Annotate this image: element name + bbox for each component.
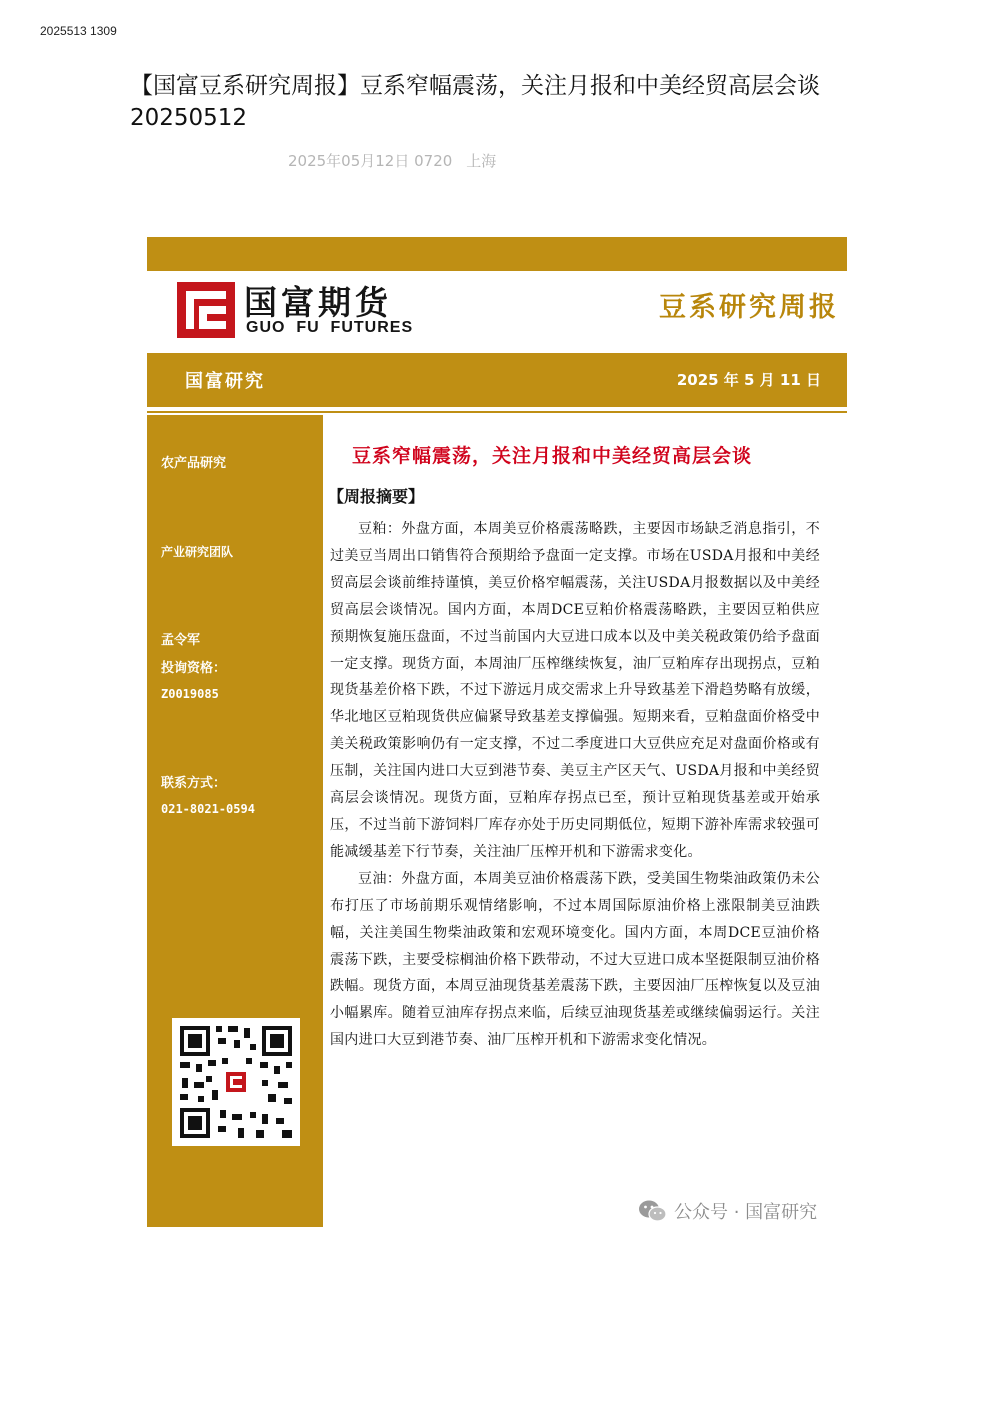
watermark-text: 公众号 · 国富研究 [674, 1202, 818, 1223]
guofu-logo-icon [177, 282, 235, 338]
article-location: 上海 [466, 152, 497, 170]
wechat-icon [638, 1198, 668, 1224]
qr-code-icon [172, 1018, 300, 1146]
sidebar-analyst: 孟令军 [161, 633, 201, 648]
report-sidebar [147, 415, 323, 1227]
report-header-band [147, 353, 847, 407]
soybean-oil-paragraph: 豆油：外盘方面，本周美豆油价格震荡下跌，受美国生物柴油政策仍未公布打压了市场前期乐观情绪影响，不过本周国际原油价格上涨限制美豆油跌幅，关注美国生物柴油政策和宏观环境变化。国内方面，本周DCE豆油价格震荡下跌，主要受棕榈油价格下跌带动，不过大豆进口成本坚挺限制豆油价格跌幅。现货方面，本周豆油现货基差震荡下跌，主要因油厂压榨恢复以及豆油小幅累库。随着豆油库存拐点来临，后续豆油现货基差或继续偏弱运行。关注国内进口大豆到港节奏、油厂压榨开机和下游需求变化情况。 [330, 870, 820, 1049]
logo-english-name: GUO FU FUTURES [246, 319, 414, 336]
report-top-bar [147, 237, 847, 271]
report-headline: 豆系窄幅震荡，关注月报和中美经贸高层会谈 [352, 445, 753, 467]
band-research-label: 国富研究 [185, 371, 265, 392]
logo-chinese-name: 国富期货 [244, 283, 392, 322]
wechat-watermark [638, 1198, 817, 1224]
article-meta [288, 150, 496, 171]
article-date: 2025年05月12日 0720 [288, 152, 453, 170]
report-date: 2025 年 5 月 11 日 [676, 371, 821, 389]
sidebar-contact-phone: 021-8021-0594 [161, 802, 255, 816]
sidebar-qualification-label: 投询资格： [161, 661, 227, 676]
report-series-name: 豆系研究周报 [659, 292, 839, 323]
sidebar-team: 产业研究团队 [161, 545, 234, 559]
soybean-meal-paragraph: 豆粕：外盘方面，本周美豆价格震荡略跌，主要因市场缺乏消息指引，不过美豆当周出口销售符合预期给予盘面一定支撑。市场在USDA月报和中美经贸高层会谈前维持谨慎，美豆价格窄幅震荡，关注USDA月报数据以及中美经贸高层会谈情况。国内方面，本周DCE豆粕价格震荡略跌，主要因豆粕供应预期恢复施压盘面，不过当前国内大豆进口成本以及中美关税政策仍给予盘面一定支撑。现货方面，本周油厂压榨继续恢复，油厂豆粕库存出现拐点，豆粕现货基差价格下跌，不过下游远月成交需求上升导致基差下滑趋势略有放缓，华北地区豆粕现货供应偏紧导致基差支撑偏强。短期来看，豆粕盘面价格受中美关税政策影响仍有一定支撑，不过二季度进口大豆供应充足对盘面价格或有压制，关注国内进口大豆到港节奏、美豆主产区天气、USDA月报和中美经贸高层会谈情况。现货方面，豆粕库存拐点已至，预计豆粕现货基差或开始承压，不过当前下游饲料厂库存亦处于历史同期低位，短期下游补库需求较强可能减缓基差下行节奏，关注油厂压榨开机和下游需求变化。 [330, 521, 820, 860]
article-title: 【国富豆系研究周报】豆系窄幅震荡，关注月报和中美经贸高层会谈20250512 [130, 73, 820, 131]
sidebar-contact-label: 联系方式： [161, 776, 227, 791]
summary-section-title: 【周报摘要】 [328, 487, 425, 506]
band-divider [147, 411, 847, 413]
report-summary-body [330, 516, 820, 1054]
sidebar-category: 农产品研究 [161, 456, 227, 471]
sidebar-qualification-number: Z0019085 [161, 687, 219, 701]
print-timestamp: 2025513 1309 [40, 24, 117, 38]
report-page [147, 237, 847, 1227]
